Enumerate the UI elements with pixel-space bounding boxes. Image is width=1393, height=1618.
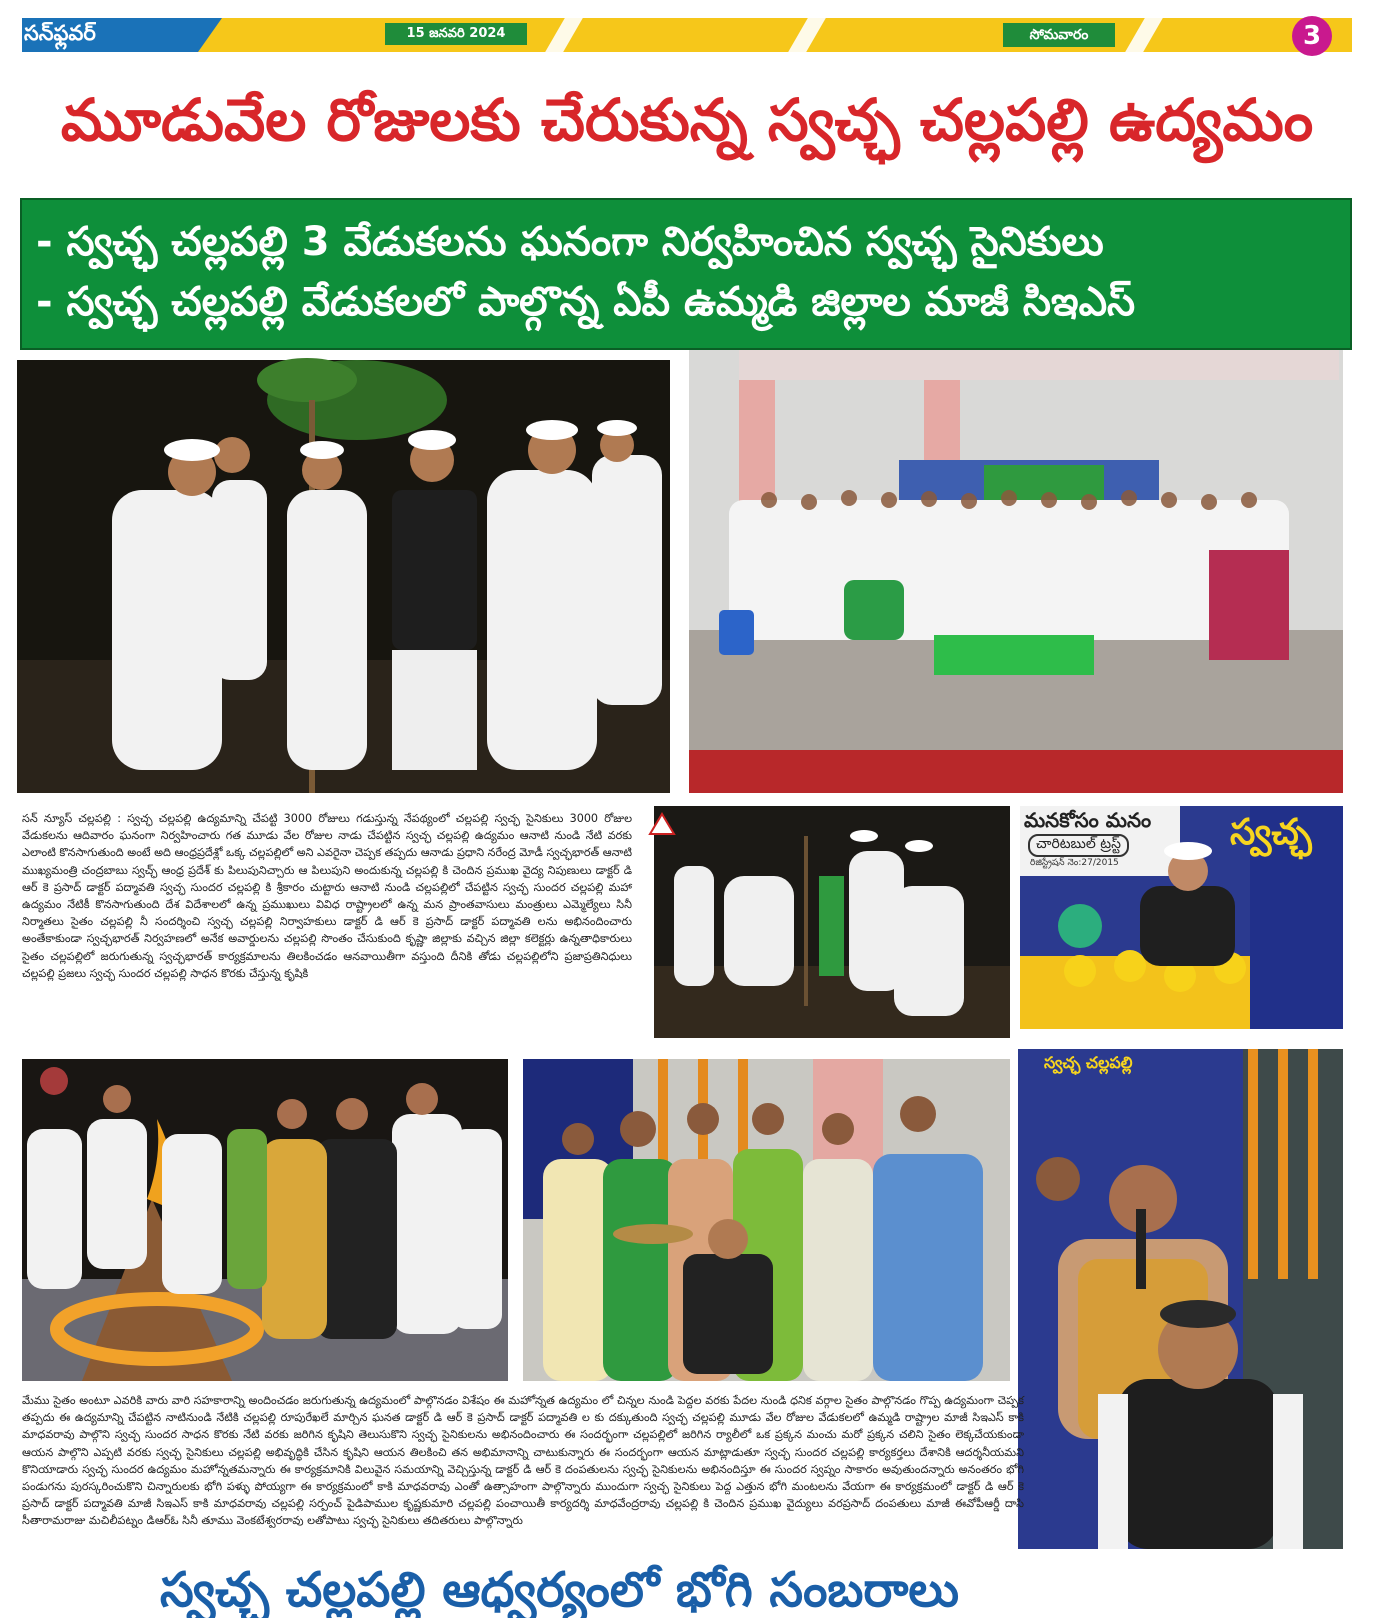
photo-sapling bbox=[654, 806, 1010, 1038]
photo-bhogi-fire bbox=[22, 1059, 508, 1381]
banner-small-text: స్వచ్ఛ చల్లపల్లి bbox=[1044, 1053, 1133, 1072]
photo-group bbox=[689, 350, 1343, 793]
sign-trust: చారిటబుల్ ట్రస్ట్ bbox=[1028, 834, 1129, 857]
photo-bhogi-pallu bbox=[523, 1059, 1010, 1381]
next-headline bbox=[160, 1562, 1360, 1618]
main-headline: మూడువేల రోజులకు చేరుకున్న స్వచ్ఛ చల్లపల్లి ఉద్యమం bbox=[60, 86, 1314, 154]
sign-registration: రిజిస్ట్రేషన్ నెం:27/2015 bbox=[1030, 858, 1119, 868]
issue-day: సోమవారం bbox=[1003, 23, 1115, 47]
subhead-line-1: - స్వచ్ఛ చల్లపల్లి 3 వేడుకలను ఘనంగా నిర్వహించిన స్వచ్ఛ సైనికులు bbox=[36, 219, 1104, 265]
article-text-1: సన్ న్యూస్ చల్లపల్లి : స్వచ్ఛ చల్లపల్లి ఉద్యమాన్ని చేపట్టి 3000 రోజులు గడుస్తున్న నేపథ్యంలో చల్లపల్లి స్వచ్ఛ సైనికులు 3000 రోజుల వేడుకలను ఆదివారం ఘనంగా నిర్వహించారు గత మూడు వేల రోజుల నాడు చేపట్టిన స్వచ్ఛ చల్లపల్లి ఉద్యమం ఆనాటి నుండి నేటి వరకు ఎలాంటి కొనసాగుతుంది అంటే అది ఆంధ్రప్రదేశ్లో ఒక్క చల్లపల్లిలో అని ఎవరైనా చెప్పక తప్పదు ఆనాడు ప్రధాని నరేంద్ర మోడీ స్వచ్ఛభారత్ ఆనాటి ముఖ్యమంత్రి చంద్రబాబు స్వచ్ఛ్ ఆంధ్ర ప్రదేశ్ కు పిలుపునిచ్చారు ఆ పిలుపుని అందుకున్న చల్లపల్లి కి చెందిన ప్రముఖ వైద్య నిపుణులు డాక్టర్ డి ఆర్ కె ప్రసాద్ డాక్టర్ పద్మావతి స్వచ్ఛ సుందర చల్లపల్లి కి శ్రీకారం చుట్టారు ఆనాటి నుండి చల్లపల్లిలో చేపట్టిన స్వచ్ఛ సుందర చల్లపల్లి మహా ఉద్యమం నేటికీ కొనసాగుతుంది దేశ విదేశాలలో ఉన్న ప్రముఖులు వివిధ రాష్ట్రాలలో ఉన్న మన ప్రాంతవాసులు మంత్రులు ఎమ్మెల్యేలు సినీ నిర్మాతలు సైతం చల్లపల్లి నీ సందర్శించి స్వచ్ఛ చల్లపల్లి నిర్వాహకులు డాక్టర్ డి ఆర్ కె ప్రసాద్ డాక్టర్ పద్మావతి లను అభినందించారు అంతేకాకుండా స్వచ్ఛభారత్ నిర్వహణలో అనేక అవార్డులను చల్లపల్లి సొంతం చేసుకుంది కృష్ణా జిల్లాకు వచ్చిన జిల్లా కలెక్టర్లు ఉన్నతాధికారులు సైతం చల్లపల్లిలో జరుగుతున్న స్వచ్ఛభారత్ కార్యక్రమాలను తిలకించడం ఆనవాయితీగా వస్తుంది దీనికి తోడు చల్లపల్లిలోని ప్రజాప్రతినిధులు చల్లపల్లి ప్రజలు స్వచ్ఛ సుందర చల్లపల్లి సాధన కొరకు చేస్తున్న కృషికి bbox=[22, 812, 632, 980]
photo-speaker bbox=[1020, 806, 1343, 1029]
sign-title: మనకోసం మనం bbox=[1024, 808, 1152, 832]
banner-big-text: స్వచ్ఛ bbox=[1230, 812, 1312, 853]
brand-name: సన్‌ఫ్లవర్ bbox=[24, 21, 96, 45]
subhead-line-2: - స్వచ్ఛ చల్లపల్లి వేడుకలలో పాల్గొన్న ఏపీ ఉమ్మడి జిల్లాల మాజీ సిఇఎస్ bbox=[36, 279, 1136, 325]
next-headline-text: స్వచ్ఛ చల్లపల్లి ఆధ్వర్యంలో భోగి సంబరాలు bbox=[160, 1562, 960, 1618]
photo-speech-mic bbox=[1018, 1049, 1343, 1549]
article-text-2: మేము సైతం అంటూ ఎవరికి వారు వారి సహకారాన్ని అందించడం జరుగుతున్న ఉద్యమంలో పాల్గొనడం విశేషం ఈ మహోన్నత ఉద్యమం లో చిన్నల నుండి పెద్దల వరకు పేదల నుండి ధనిక వర్గాల సైతం పాల్గొనడం గొప్ప ఉద్యమంగా చెప్పక తప్పదు ఈ ఉద్యమాన్ని చేపట్టిన నాటినుండి నేటికి చల్లపల్లి రూపురేఖలే మార్చిన ఘనత డాక్టర్ డి ఆర్ కె ప్రసాద్ డాక్టర్ పద్మావతి ల కు దక్కుతుంది స్వచ్ఛ చల్లపల్లి మూడు వేల రోజుల వేడుకలలో ఉమ్మడి రాష్ట్రాల మాజీ సిఇఎస్ కాకి మాధవరావు పాల్గొని స్వచ్ఛ సుందర సాధన కొరకు నేటి వరకు జరిగిన కృషిని తెలుసుకొని స్వచ్ఛ సైనికులను అభినందించారు ఈ సందర్భంగా చల్లపల్లిలో జరిగిన ర్యాలీలో ఒక ప్రక్కన మంచు మరో ప్రక్కన చలిని సైతం లెక్కచేయకుండా ఆయన పాల్గొని ఎప్పటి వరకు స్వచ్ఛ సైనికులు చల్లపల్లి అభివృద్ధికి చేసిన కృషిని ఆయన తిలకించి తన అభిమానాన్ని చాటుకున్నారు ఈ సందర్భంగా ఆయన మాట్లాడుతూ స్వచ్ఛ సుందర చల్లపల్లి కార్యకర్తలు దేశానికి ఆదర్శనీయమని కొనియాడారు స్వచ్ఛ సుందర ఉద్యమం మహోన్నతమన్నారు ఈ కార్యక్రమానికి విలువైన సమయాన్ని వెచ్చిస్తున్న డాక్టర్ డి ఆర్ కె దంపతులను స్వచ్ఛ సైనికులను అభినందిస్తూ ఈ సుందర స్వప్నం సాకారం అవుతుందన్నారు అనంతరం భోగి పండుగను పురస్కరించుకొని చిన్నారులకు భోగి పళ్ళు పోయ్యగా ఈ కార్యక్రమంలో కాకి మాధవరావు ఎంతో ఉత్సాహంగా పాల్గొన్నారు ముందుగా స్వచ్ఛ సైనికులు పెద్ద ఎత్తున భోగి మంటలను వేయగా ఈ కార్యక్రమంలో డాక్టర్ డి ఆర్ కె ప్రసాద్ డాక్టర్ పద్మావతి మాజీ సిఇఎస్ కాకి మాధవరావు చల్లపల్లి సర్పంచ్ పైడిపాముల కృష్ణకుమారి చల్లపల్లి పంచాయితీ కార్యదర్శి మాధవేంద్రరావు చల్లపల్లి కి చెందిన ప్రముఖ వైద్యులు వరప్రసాద్ దంపతులు మాజీ ఈవోపీఆర్డీ దాసి సీతారామరాజు మచిలీపట్నం డిఆర్ఓ సినీ తూము వెంకటేశ్వరరావు లతోపాటు స్వచ్ఛ సైనికులు తదితరులు పాల్గొన్నారు bbox=[22, 1394, 1024, 1528]
page-number: 3 bbox=[1292, 16, 1332, 56]
issue-date: 15 జనవరి 2024 bbox=[385, 23, 527, 45]
photo-tree-planting bbox=[17, 360, 670, 793]
